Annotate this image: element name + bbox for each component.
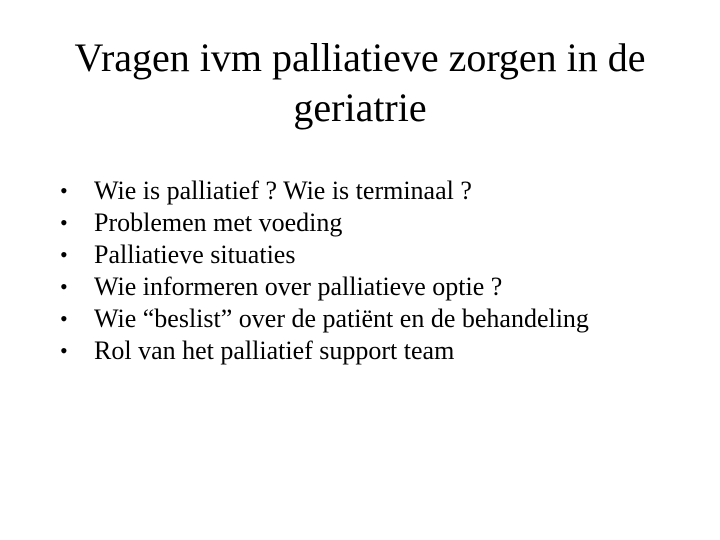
bullet-dot-icon: •	[60, 274, 68, 299]
bullet-text: Wie “beslist” over de patiënt en de behandeling	[94, 304, 589, 333]
bullet-dot-icon: •	[60, 178, 68, 203]
bullet-dot-icon: •	[60, 210, 68, 235]
bullet-text: Rol van het palliatief support team	[94, 336, 455, 365]
bullet-item	[60, 208, 660, 237]
bullet-item	[60, 336, 660, 365]
bullet-dot-icon: •	[60, 338, 68, 363]
bullet-text: Palliatieve situaties	[94, 240, 296, 269]
bullet-item	[60, 304, 660, 333]
bullet-item	[60, 176, 660, 205]
bullet-text: Wie informeren over palliatieve optie ?	[94, 272, 503, 301]
bullet-item	[60, 272, 660, 301]
bullet-text: Wie is palliatief ? Wie is terminaal ?	[94, 176, 472, 205]
bullet-dot-icon: •	[60, 306, 68, 331]
bullet-list	[60, 176, 660, 368]
bullet-dot-icon: •	[60, 242, 68, 267]
bullet-item	[60, 240, 660, 269]
bullet-text: Problemen met voeding	[94, 208, 343, 237]
slide-title: Vragen ivm palliatieve zorgen in de geriatrie	[74, 35, 646, 130]
